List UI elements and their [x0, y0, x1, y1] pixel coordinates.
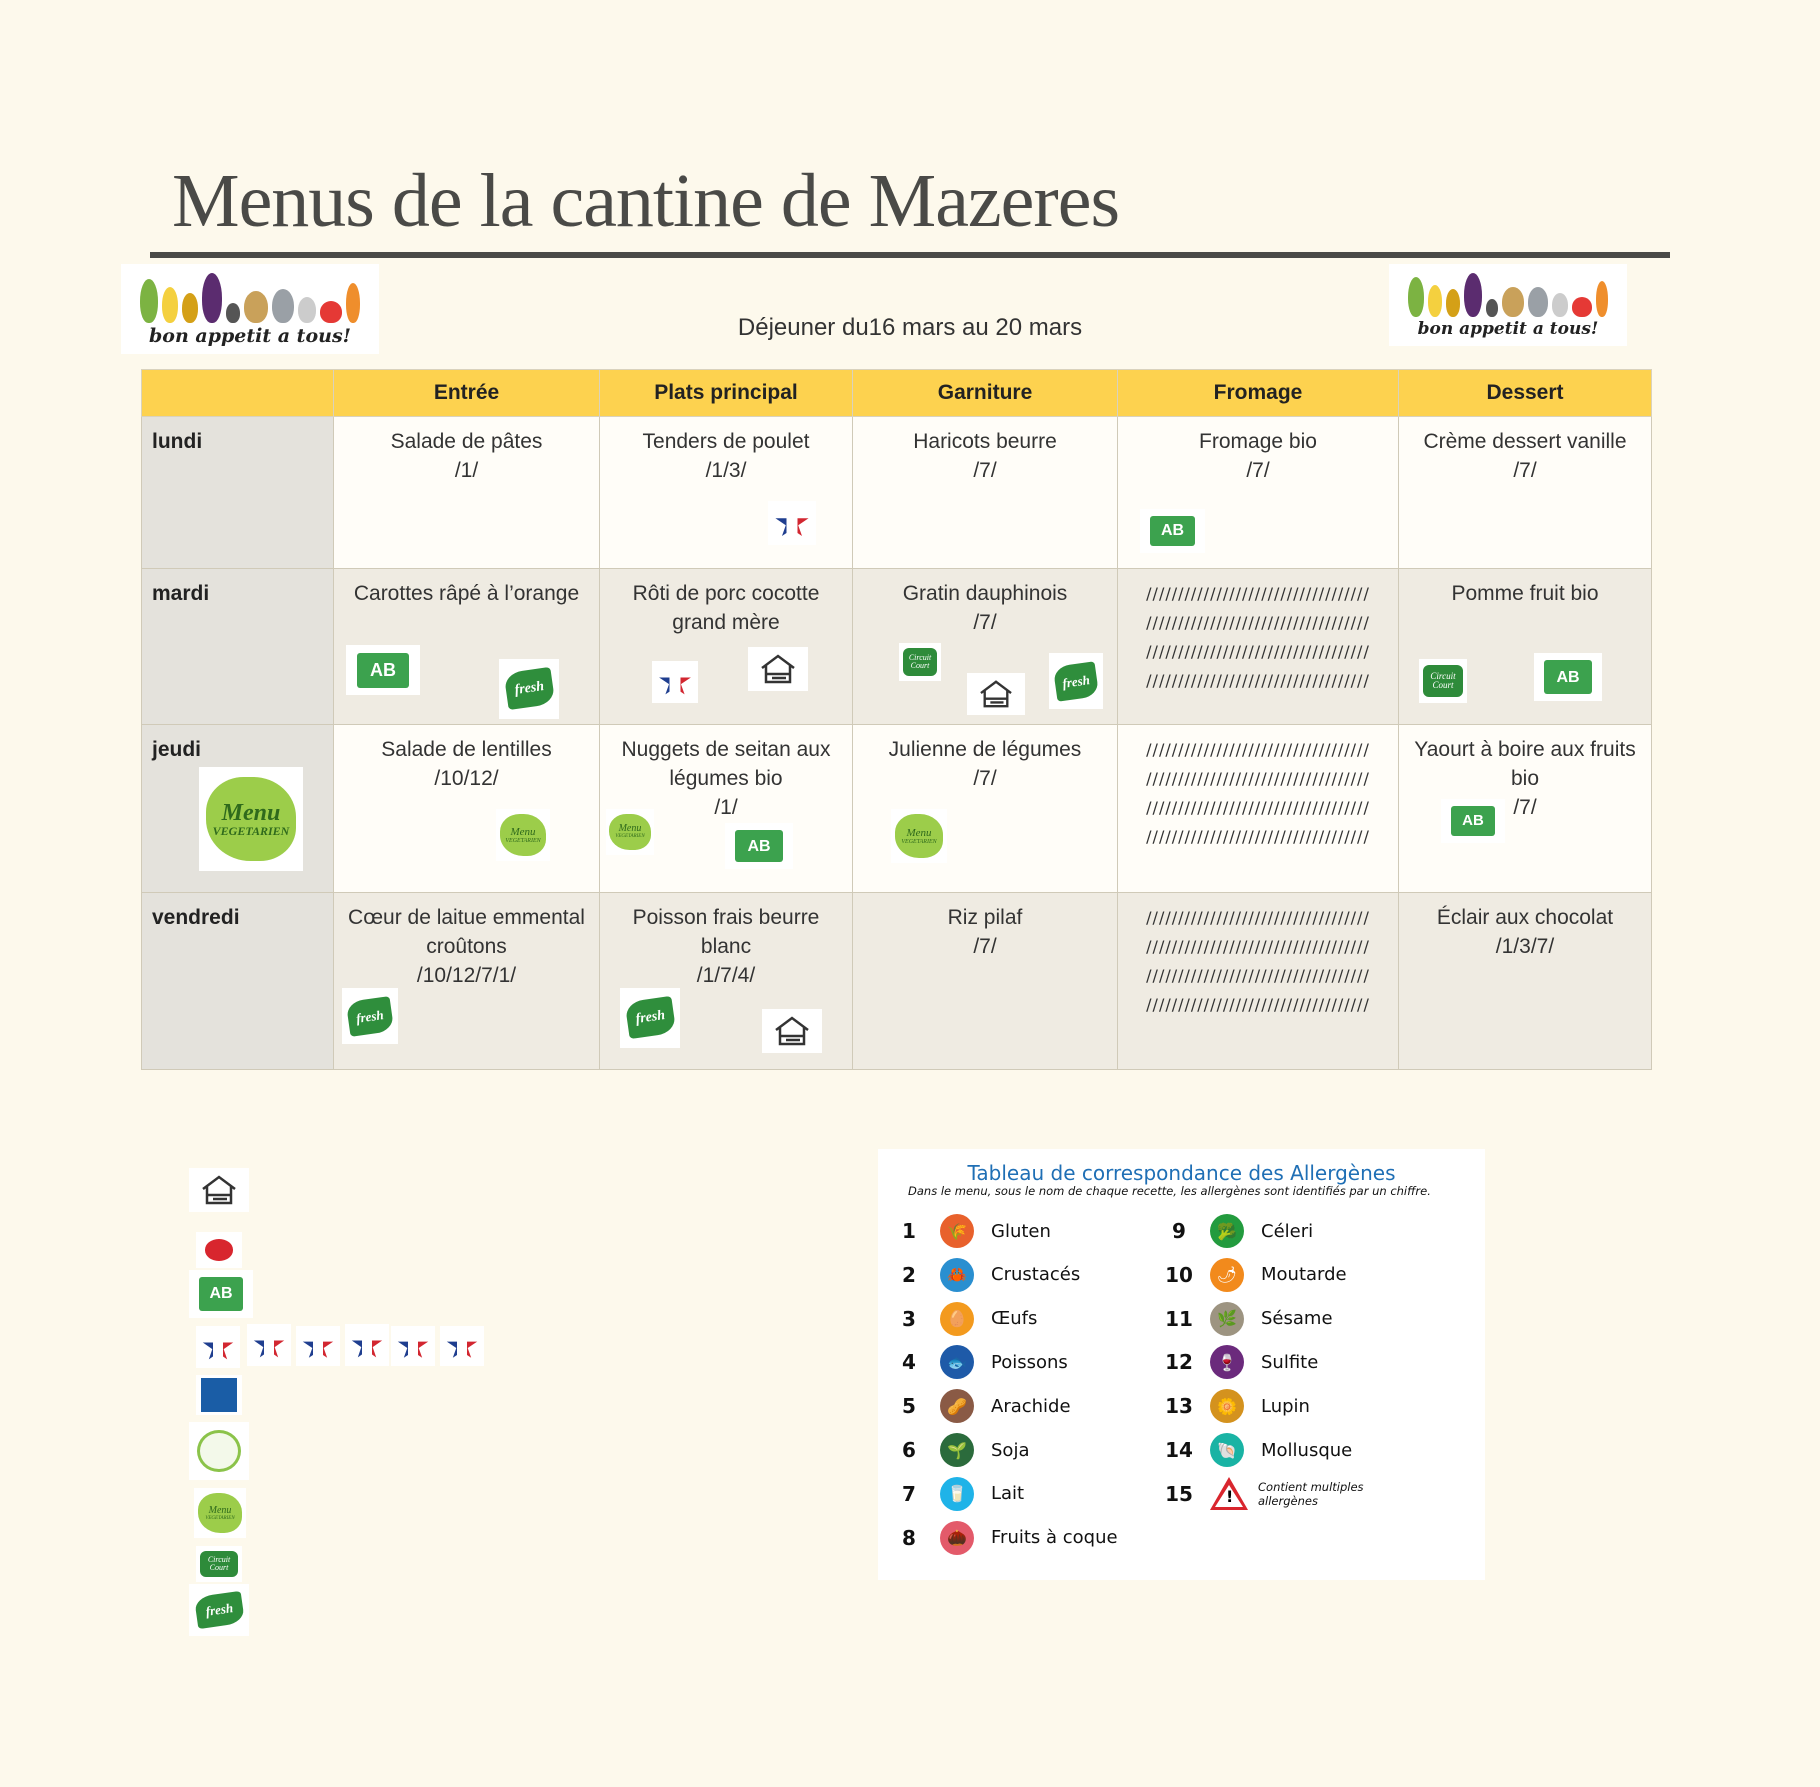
menu-cell: [1399, 569, 1652, 725]
allergen-name: Contient multiples allergènes: [1258, 1479, 1364, 1508]
allergen-name: Céleri: [1261, 1220, 1314, 1242]
allergen-item: [1148, 1476, 1378, 1512]
day-cell: [142, 417, 334, 569]
page-title: Menus de la cantine de Mazeres: [172, 159, 1120, 243]
allergen-number: 2: [902, 1262, 916, 1287]
dish-text: Julienne de légumes /7/: [888, 738, 1082, 790]
menu-vegetarien-icon: Menu VEGETARIEN: [496, 809, 550, 861]
allergen-1-icon: 🌾: [940, 1214, 974, 1248]
dish-text: Rôti de porc cocotte grand mère: [632, 582, 820, 634]
allergen-table-note: Dans le menu, sous le nom de chaque recette, les allergènes sont identifiés par un chiffre.: [908, 1184, 1431, 1198]
menu-cell: [600, 417, 853, 569]
allergen-3-icon: 🥚: [940, 1302, 974, 1336]
menu-cell: [334, 893, 600, 1070]
column-header: [142, 370, 334, 417]
column-header: Plats principal: [600, 370, 853, 417]
fait-maison-icon: [967, 673, 1025, 715]
menu-cell: [853, 725, 1118, 893]
menu-cell: [600, 725, 853, 893]
peche-durable-msc-icon: [196, 1375, 242, 1415]
menu-vegetarien-icon: Menu VEGETARIEN: [199, 767, 303, 871]
agriculture-biologique-icon: AB: [1441, 799, 1505, 843]
allergen-name: Arachide: [991, 1395, 1071, 1417]
allergen-13-icon: 🌼: [1210, 1389, 1244, 1423]
menu-cell: [1118, 725, 1399, 893]
menu-vegetarien-icon: Menu VEGETARIEN: [891, 809, 947, 863]
allergen-number: 1: [902, 1219, 916, 1243]
allergen-number: 4: [902, 1350, 916, 1375]
allergen-name: Moutarde: [1261, 1264, 1347, 1286]
allergen-name: Soja: [991, 1439, 1030, 1461]
table-header-row: [142, 370, 1652, 417]
day-label: vendredi: [152, 906, 240, 929]
allergen-4-icon: 🐟: [940, 1345, 974, 1379]
allergen-item: [1148, 1257, 1347, 1293]
menu-vegetarien-icon: Menu VEGETARIEN: [606, 809, 654, 855]
title-divider: [150, 252, 1670, 258]
oeufs-de-france-icon: [296, 1326, 340, 1366]
agriculture-biologique-icon: AB: [346, 645, 420, 695]
table-row: [142, 417, 1652, 569]
dish-text: Éclair aux chocolat /1/3/7/: [1436, 906, 1614, 958]
allergen-7-icon: 🥛: [940, 1477, 974, 1511]
dish-text: Cœur de laitue emmental croûtons /10/12/7/1/: [348, 906, 585, 987]
menu-vegetarien-icon: Menu VEGETARIEN: [194, 1488, 246, 1538]
dish-text: Fromage bio /7/: [1199, 430, 1317, 482]
label-rouge-icon: [196, 1232, 242, 1268]
allergen-11-icon: 🌿: [1210, 1302, 1244, 1336]
fait-maison-icon: [189, 1168, 249, 1212]
menu-week-subtitle: Déjeuner du16 mars au 20 mars: [737, 314, 1083, 341]
dish-text: Crème dessert vanille /7/: [1423, 430, 1627, 482]
circuit-court-icon: Circuit Court: [196, 1546, 242, 1582]
agriculture-biologique-icon: AB: [1534, 653, 1602, 701]
allergen-item: [878, 1476, 1024, 1512]
column-header: Garniture: [853, 370, 1118, 417]
allergen-number: 13: [1165, 1394, 1193, 1419]
table-row: [142, 725, 1652, 893]
warning-icon: !: [1210, 1477, 1248, 1510]
menu-cell: [853, 569, 1118, 725]
allergen-item: [878, 1301, 1037, 1337]
allergen-item: [1148, 1213, 1313, 1249]
dish-text: Pomme fruit bio: [1451, 582, 1599, 605]
fait-maison-icon: [762, 1009, 822, 1053]
veggie-icon: [189, 1422, 249, 1480]
fait-maison-icon: [748, 647, 808, 691]
allergen-item: [1148, 1301, 1333, 1337]
menu-cell: [1399, 417, 1652, 569]
allergen-2-icon: 🦀: [940, 1258, 974, 1292]
menu-table: [141, 369, 1652, 1070]
fresh-icon: fresh: [1049, 653, 1103, 709]
circuit-court-icon: Circuit Court: [1419, 659, 1467, 703]
allergen-item: [878, 1344, 1068, 1380]
no-cheese-slashes: /////////////////////////////////// /////////////////////////////////// /////////////////////////////////// ///////////////////////////////////: [1146, 584, 1370, 690]
allergen-item: [878, 1520, 1118, 1556]
day-cell: [142, 569, 334, 725]
allergen-14-icon: 🐚: [1210, 1433, 1244, 1467]
column-header: Entrée: [334, 370, 600, 417]
allergen-name: Mollusque: [1261, 1439, 1353, 1461]
allergen-6-icon: 🌱: [940, 1433, 974, 1467]
dish-text: Salade de pâtes /1/: [390, 430, 543, 482]
allergen-item: [878, 1388, 1071, 1424]
allergen-name: Lait: [991, 1483, 1025, 1505]
fresh-icon: fresh: [189, 1584, 249, 1636]
fresh-icon: fresh: [620, 988, 680, 1048]
allergen-number: 3: [902, 1306, 916, 1331]
menu-cell: [1118, 893, 1399, 1070]
allergen-item: [1148, 1388, 1310, 1424]
logo-caption: bon appetit a tous!: [149, 325, 351, 347]
allergen-number: 14: [1165, 1438, 1193, 1462]
day-label: mardi: [152, 582, 210, 605]
menu-cell: [600, 893, 853, 1070]
allergen-number: 11: [1165, 1306, 1193, 1331]
day-cell: [142, 725, 334, 893]
allergen-number: 10: [1165, 1262, 1193, 1287]
fresh-icon: fresh: [342, 988, 398, 1044]
allergen-name: Lupin: [1261, 1395, 1310, 1417]
allergen-10-icon: 🌶: [1210, 1258, 1244, 1292]
table-row: [142, 893, 1652, 1070]
allergen-number: 6: [902, 1438, 916, 1462]
allergen-item: [1148, 1344, 1318, 1380]
fruits-legumes-de-france-icon: [345, 1324, 389, 1366]
allergen-item: [1148, 1432, 1352, 1468]
dish-text: Yaourt à boire aux fruits bio /7/: [1414, 738, 1636, 819]
viande-de-veau-francaise-icon: [391, 1326, 435, 1366]
dish-text: Haricots beurre /7/: [913, 430, 1057, 482]
allergen-number: 15: [1165, 1481, 1193, 1506]
day-label: jeudi: [152, 738, 202, 761]
allergen-name: Crustacés: [991, 1264, 1081, 1286]
dish-text: Nuggets de seitan aux légumes bio /1/: [621, 738, 831, 819]
menu-cell: [1118, 569, 1399, 725]
table-row: [142, 569, 1652, 725]
dish-text: Carottes râpé à l’orange: [353, 582, 580, 605]
allergen-number: 5: [902, 1394, 916, 1419]
menu-cell: [600, 569, 853, 725]
allergen-name: Gluten: [991, 1220, 1051, 1242]
allergen-name: Fruits à coque: [991, 1527, 1118, 1549]
allergen-item: [878, 1257, 1080, 1293]
allergen-table-title: Tableau de correspondance des Allergènes: [967, 1161, 1396, 1185]
column-header: Dessert: [1399, 370, 1652, 417]
allergen-number: 9: [1172, 1219, 1186, 1243]
allergen-12-icon: 🍷: [1210, 1345, 1244, 1379]
viande-bovine-francaise-icon: [440, 1326, 484, 1366]
no-cheese-slashes: /////////////////////////////////// /////////////////////////////////// /////////////////////////////////// ///////////////////////////////////: [1146, 908, 1370, 1014]
allergen-8-icon: 🌰: [940, 1521, 974, 1555]
menu-cell: [1118, 417, 1399, 569]
menu-cell: [334, 417, 600, 569]
logo-caption: bon appetit a tous!: [1417, 319, 1599, 339]
column-header: Fromage: [1118, 370, 1399, 417]
allergen-number: 8: [902, 1525, 916, 1550]
allergen-name: Œufs: [991, 1308, 1038, 1330]
fresh-icon: fresh: [499, 659, 559, 719]
allergen-item: [878, 1213, 1051, 1249]
volaille-francaise-icon: [768, 501, 816, 545]
no-cheese-slashes: /////////////////////////////////// /////////////////////////////////// /////////////////////////////////// ///////////////////////////////////: [1146, 740, 1370, 846]
menu-cell: [853, 893, 1118, 1070]
allergen-item: [878, 1432, 1029, 1468]
le-porc-francais-icon: [247, 1324, 291, 1366]
menu-cell: [334, 569, 600, 725]
allergen-number: 7: [902, 1481, 916, 1506]
menu-cell: [334, 725, 600, 893]
day-cell: [142, 893, 334, 1070]
agriculture-biologique-icon: AB: [1140, 509, 1205, 553]
volaille-francaise-icon: [196, 1326, 240, 1368]
allergen-name: Poissons: [991, 1351, 1068, 1373]
circuit-court-icon: Circuit Court: [899, 643, 941, 681]
agriculture-biologique-icon: AB: [725, 823, 793, 869]
dish-text: Salade de lentilles /10/12/: [381, 738, 552, 790]
le-porc-francais-icon: [652, 661, 698, 703]
dish-text: Riz pilaf /7/: [947, 906, 1023, 958]
day-label: lundi: [152, 430, 203, 453]
allergen-number: 12: [1165, 1350, 1193, 1375]
allergen-name: Sulfite: [1261, 1351, 1319, 1373]
menu-cell: [1399, 893, 1652, 1070]
menu-cell: [1399, 725, 1652, 893]
vegetables-illustration: [1408, 271, 1608, 317]
dish-text: Poisson frais beurre blanc /1/7/4/: [632, 906, 820, 987]
allergen-5-icon: 🥜: [940, 1389, 974, 1423]
agriculture-biologique-icon: AB: [189, 1270, 253, 1318]
dish-text: Gratin dauphinois /7/: [902, 582, 1068, 634]
allergen-9-icon: 🥦: [1210, 1214, 1244, 1248]
dish-text: Tenders de poulet /1/3/: [642, 430, 810, 482]
menu-cell: [853, 417, 1118, 569]
allergen-name: Sésame: [1261, 1308, 1333, 1330]
allergen-table: [878, 1149, 1485, 1580]
